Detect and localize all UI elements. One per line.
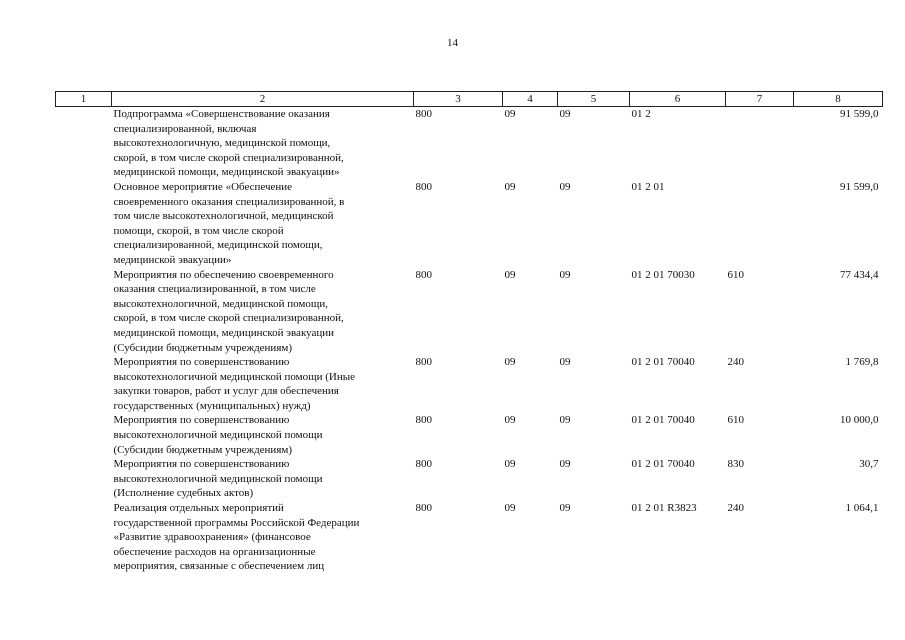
cell-target: 01 2 01 R3823 bbox=[631, 502, 697, 515]
cell-subsection: 09 bbox=[559, 356, 571, 369]
header-col-3: 3 bbox=[414, 92, 503, 107]
budget-table bbox=[55, 91, 883, 574]
cell-expense-type bbox=[726, 180, 794, 268]
cell-name bbox=[112, 268, 414, 356]
name-line: специализированной, медицинской помощи, bbox=[113, 239, 323, 252]
cell-expense-type: 610 bbox=[727, 414, 744, 427]
cell-index bbox=[56, 501, 112, 574]
name-line: «Развитие здравоохранения» (финансовое bbox=[113, 531, 311, 544]
cell-name bbox=[112, 501, 414, 574]
cell-ministry: 800 bbox=[415, 502, 432, 515]
cell-subsection: 09 bbox=[559, 458, 571, 471]
name-line: Мероприятия по обеспечению своевременного bbox=[113, 268, 334, 281]
cell-index bbox=[56, 180, 112, 268]
cell-ministry: 800 bbox=[415, 414, 432, 427]
cell-index bbox=[56, 107, 112, 180]
table-row bbox=[56, 268, 883, 356]
cell-amount: 77 434,4 bbox=[840, 268, 879, 281]
cell-section: 09 bbox=[504, 180, 516, 193]
cell-name bbox=[112, 355, 414, 413]
cell-index bbox=[56, 355, 112, 413]
table-row bbox=[56, 501, 883, 574]
name-line: государственной программы Российской Федерации bbox=[113, 516, 360, 529]
cell-ministry: 800 bbox=[415, 108, 432, 120]
name-line: высокотехнологичную, медицинской помощи, bbox=[113, 137, 331, 150]
name-line: том числе высокотехнологичной, медицинской bbox=[113, 210, 334, 223]
table-row bbox=[56, 107, 883, 180]
name-line: высокотехнологичной, медицинской помощи, bbox=[113, 297, 328, 310]
cell-target: 01 2 bbox=[631, 108, 651, 120]
name-line: скорой, в том числе скорой специализированной, bbox=[113, 151, 344, 164]
name-line: обеспечение расходов на организационные bbox=[113, 545, 316, 558]
cell-amount: 10 000,0 bbox=[840, 414, 879, 427]
cell-target: 01 2 01 70040 bbox=[631, 458, 695, 471]
name-line: медицинской помощи, медицинской эвакуации» bbox=[113, 166, 340, 179]
cell-expense-type: 610 bbox=[727, 268, 744, 281]
header-col-6: 6 bbox=[630, 92, 726, 107]
cell-expense-type: 240 bbox=[727, 356, 744, 369]
cell-section: 09 bbox=[504, 108, 516, 120]
table-row bbox=[56, 180, 883, 268]
cell-expense-type bbox=[726, 107, 794, 180]
name-line: (Субсидии бюджетным учреждениям) bbox=[113, 341, 293, 354]
name-line: (Субсидии бюджетным учреждениям) bbox=[113, 443, 293, 456]
cell-subsection: 09 bbox=[559, 414, 571, 427]
cell-target: 01 2 01 bbox=[631, 180, 665, 193]
header-col-2: 2 bbox=[112, 92, 414, 107]
cell-expense-type: 830 bbox=[727, 458, 744, 471]
name-line: высокотехнологичной медицинской помощи (Иные bbox=[113, 370, 355, 383]
header-col-1: 1 bbox=[56, 92, 112, 107]
name-line: скорой, в том числе скорой специализированной, bbox=[113, 312, 344, 325]
cell-subsection: 09 bbox=[559, 268, 571, 281]
name-line: (Исполнение судебных актов) bbox=[113, 487, 254, 500]
cell-section: 09 bbox=[504, 502, 516, 515]
name-line: государственных (муниципальных) нужд) bbox=[113, 399, 311, 412]
table-row bbox=[56, 355, 883, 413]
cell-amount: 1 769,8 bbox=[845, 356, 879, 369]
name-line: Мероприятия по совершенствованию bbox=[113, 414, 290, 427]
name-line: медицинской помощи, медицинской эвакуации bbox=[113, 326, 335, 339]
cell-subsection: 09 bbox=[559, 108, 571, 120]
table-header bbox=[56, 92, 883, 107]
cell-section: 09 bbox=[504, 356, 516, 369]
header-col-5: 5 bbox=[558, 92, 630, 107]
cell-ministry: 800 bbox=[415, 458, 432, 471]
name-line: специализированной, включая bbox=[113, 122, 257, 135]
cell-amount: 30,7 bbox=[859, 458, 879, 471]
page-number: 14 bbox=[447, 37, 458, 49]
name-line: помощи, скорой, в том числе скорой bbox=[113, 224, 284, 237]
name-line: Мероприятия по совершенствованию bbox=[113, 356, 290, 369]
cell-ministry: 800 bbox=[415, 356, 432, 369]
cell-section: 09 bbox=[504, 414, 516, 427]
cell-ministry: 800 bbox=[415, 268, 432, 281]
name-line: закупки товаров, работ и услуг для обеспечения bbox=[113, 385, 339, 398]
table-body bbox=[56, 107, 883, 575]
cell-subsection: 09 bbox=[559, 502, 571, 515]
name-line: высокотехнологичной медицинской помощи bbox=[113, 429, 323, 442]
name-line: медицинской эвакуации» bbox=[113, 253, 232, 266]
cell-section: 09 bbox=[504, 268, 516, 281]
cell-amount: 1 064,1 bbox=[845, 502, 879, 515]
cell-name bbox=[112, 457, 414, 501]
name-line: Подпрограмма «Совершенствование оказания bbox=[113, 108, 330, 120]
name-line: Реализация отдельных мероприятий bbox=[113, 502, 284, 515]
cell-index bbox=[56, 413, 112, 457]
cell-name bbox=[112, 180, 414, 268]
cell-index bbox=[56, 268, 112, 356]
cell-target: 01 2 01 70040 bbox=[631, 414, 695, 427]
name-line: оказания специализированной, в том числе bbox=[113, 283, 316, 296]
name-line: мероприятия, связанные с обеспечением лиц bbox=[113, 560, 325, 573]
cell-index bbox=[56, 457, 112, 501]
name-line: Основное мероприятие «Обеспечение bbox=[113, 180, 293, 193]
header-col-7: 7 bbox=[726, 92, 794, 107]
cell-target: 01 2 01 70030 bbox=[631, 268, 695, 281]
name-line: Мероприятия по совершенствованию bbox=[113, 458, 290, 471]
table-row bbox=[56, 457, 883, 501]
header-col-4: 4 bbox=[503, 92, 558, 107]
cell-ministry: 800 bbox=[415, 180, 432, 193]
cell-amount: 91 599,0 bbox=[840, 180, 879, 193]
header-row bbox=[56, 92, 883, 107]
cell-target: 01 2 01 70040 bbox=[631, 356, 695, 369]
cell-section: 09 bbox=[504, 458, 516, 471]
cell-name bbox=[112, 107, 414, 180]
header-col-8: 8 bbox=[794, 92, 883, 107]
name-line: своевременного оказания специализированной, в bbox=[113, 195, 345, 208]
cell-subsection: 09 bbox=[559, 180, 571, 193]
name-line: высокотехнологичной медицинской помощи bbox=[113, 472, 323, 485]
cell-name bbox=[112, 413, 414, 457]
table-row bbox=[56, 413, 883, 457]
cell-amount: 91 599,0 bbox=[840, 108, 879, 120]
cell-expense-type: 240 bbox=[727, 502, 744, 515]
